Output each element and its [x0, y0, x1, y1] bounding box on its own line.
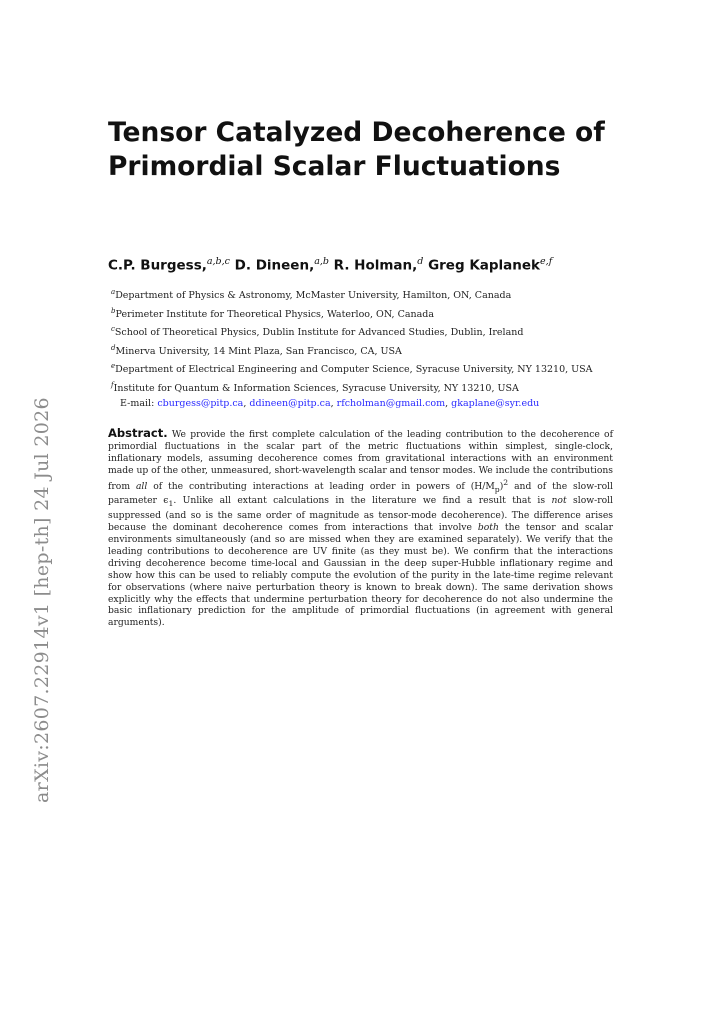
affiliation	[111, 341, 621, 360]
affiliation	[111, 304, 621, 323]
affiliation-text: Perimeter Institute for Theoretical Physics, Waterloo, ON, Canada	[115, 308, 435, 320]
abstract-superscript: 2	[503, 477, 509, 487]
abstract-emphasis: not	[551, 495, 567, 507]
author-name: R. Holman,	[333, 257, 418, 274]
affiliation-mark: c	[111, 325, 115, 334]
abstract-text: and of the slow-roll parameter ϵ	[108, 480, 613, 507]
abstract-emphasis: all	[135, 480, 148, 492]
affiliation-text: Minerva University, 14 Mint Plaza, San Francisco, CA, USA	[115, 345, 402, 357]
author-affiliation-marks: d	[417, 256, 424, 267]
affiliation-mark: e	[111, 362, 116, 371]
affiliation-mark: b	[111, 306, 116, 315]
author-name: C.P. Burgess,	[108, 257, 207, 274]
author-affiliation-marks: a,b	[314, 256, 329, 267]
author-name: D. Dineen,	[234, 257, 315, 274]
affiliation-mark: d	[111, 343, 116, 352]
abstract-subscript: 1	[168, 499, 174, 509]
email-link[interactable]: ddineen@pitp.ca	[249, 398, 331, 409]
affiliation-text: Department of Electrical Engineering and Computer Science, Syracuse University, NY 13210, USA	[115, 364, 593, 376]
email-separator: ,	[330, 398, 337, 409]
abstract-heading: Abstract.	[108, 426, 168, 440]
affiliation-text: Department of Physics & Astronomy, McMaster University, Hamilton, ON, Canada	[115, 290, 512, 302]
email-label: E-mail:	[120, 398, 155, 409]
paper-title: Tensor Catalyzed Decoherence of Primordial Scalar Fluctuations	[108, 117, 605, 182]
author-affiliation-marks: e,f	[540, 256, 553, 267]
arxiv-sidebar	[22, 390, 62, 810]
affiliation	[111, 359, 621, 378]
abstract-subscript: p	[494, 484, 500, 494]
affiliation-text: Institute for Quantum & Information Sciences, Syracuse University, NY 13210, USA	[113, 382, 519, 394]
email-link[interactable]: cburgess@pitp.ca	[157, 398, 244, 409]
abstract-text: )	[499, 480, 504, 492]
affiliation-list	[111, 285, 621, 396]
author-list	[108, 256, 668, 274]
abstract	[108, 428, 613, 629]
author-affiliation-marks: a,b,c	[206, 256, 230, 267]
email-line	[120, 398, 620, 409]
email-separator: ,	[243, 398, 250, 409]
author-name: Greg Kaplanek	[428, 257, 541, 274]
abstract-text: the tensor and scalar environments simultaneously (and so are missed when they are examined separately). We verify that the leading contributions to decoherence are UV finite (as they must be). We confirm that the interactions driving decoherence become time-local and Gaussian in the deep super-Hubble inflationary regime and show how this can be used to reliably compute the evolution of the purity in the late-time regime relevant for observations (where naive perturbation theory is known to break down). The same derivation shows explicitly why the effects that undermine perturbation theory for decoherence do not also undermine the basic inflationary prediction for the amplitude of primordial fluctuations (in agreement with general arguments).	[108, 522, 613, 629]
abstract-text: . Unlike all extant calculations in the literature we find a result that is	[173, 495, 552, 507]
email-link[interactable]: rfcholman@gmail.com	[336, 398, 446, 409]
affiliation	[111, 378, 621, 397]
arxiv-identifier: arXiv:2607.22914v1 [hep-th] 24 Jul 2026	[31, 397, 53, 803]
email-separator: ,	[445, 398, 452, 409]
affiliation-mark: a	[111, 288, 116, 296]
affiliation	[111, 322, 621, 341]
affiliation-mark: f	[111, 380, 114, 389]
affiliation-text: School of Theoretical Physics, Dublin Institute for Advanced Studies, Dublin, Ireland	[114, 327, 524, 339]
affiliation	[111, 285, 621, 304]
abstract-emphasis: both	[477, 522, 499, 534]
abstract-text: of the contributing interactions at leading order in powers of (H/M	[147, 480, 495, 492]
email-link[interactable]: gkaplane@syr.edu	[451, 398, 540, 409]
abstract-text: slow-roll suppressed (and so is the same order of magnitude as tensor-mode decoherence). The difference arises because the dominant decoherence comes from interactions that involve	[108, 495, 613, 534]
abstract-text: We provide the first complete calculation of the leading contribution to the decoherence of primordial fluctuations in the scalar part of the metric fluctuations within simplest, single-clock, inflationary models, assuming decoherence comes from gravitational interactions with an environment made up of the other, unmeasured, short-wavelength scalar and tensor modes. We include the contributions from	[108, 429, 613, 492]
